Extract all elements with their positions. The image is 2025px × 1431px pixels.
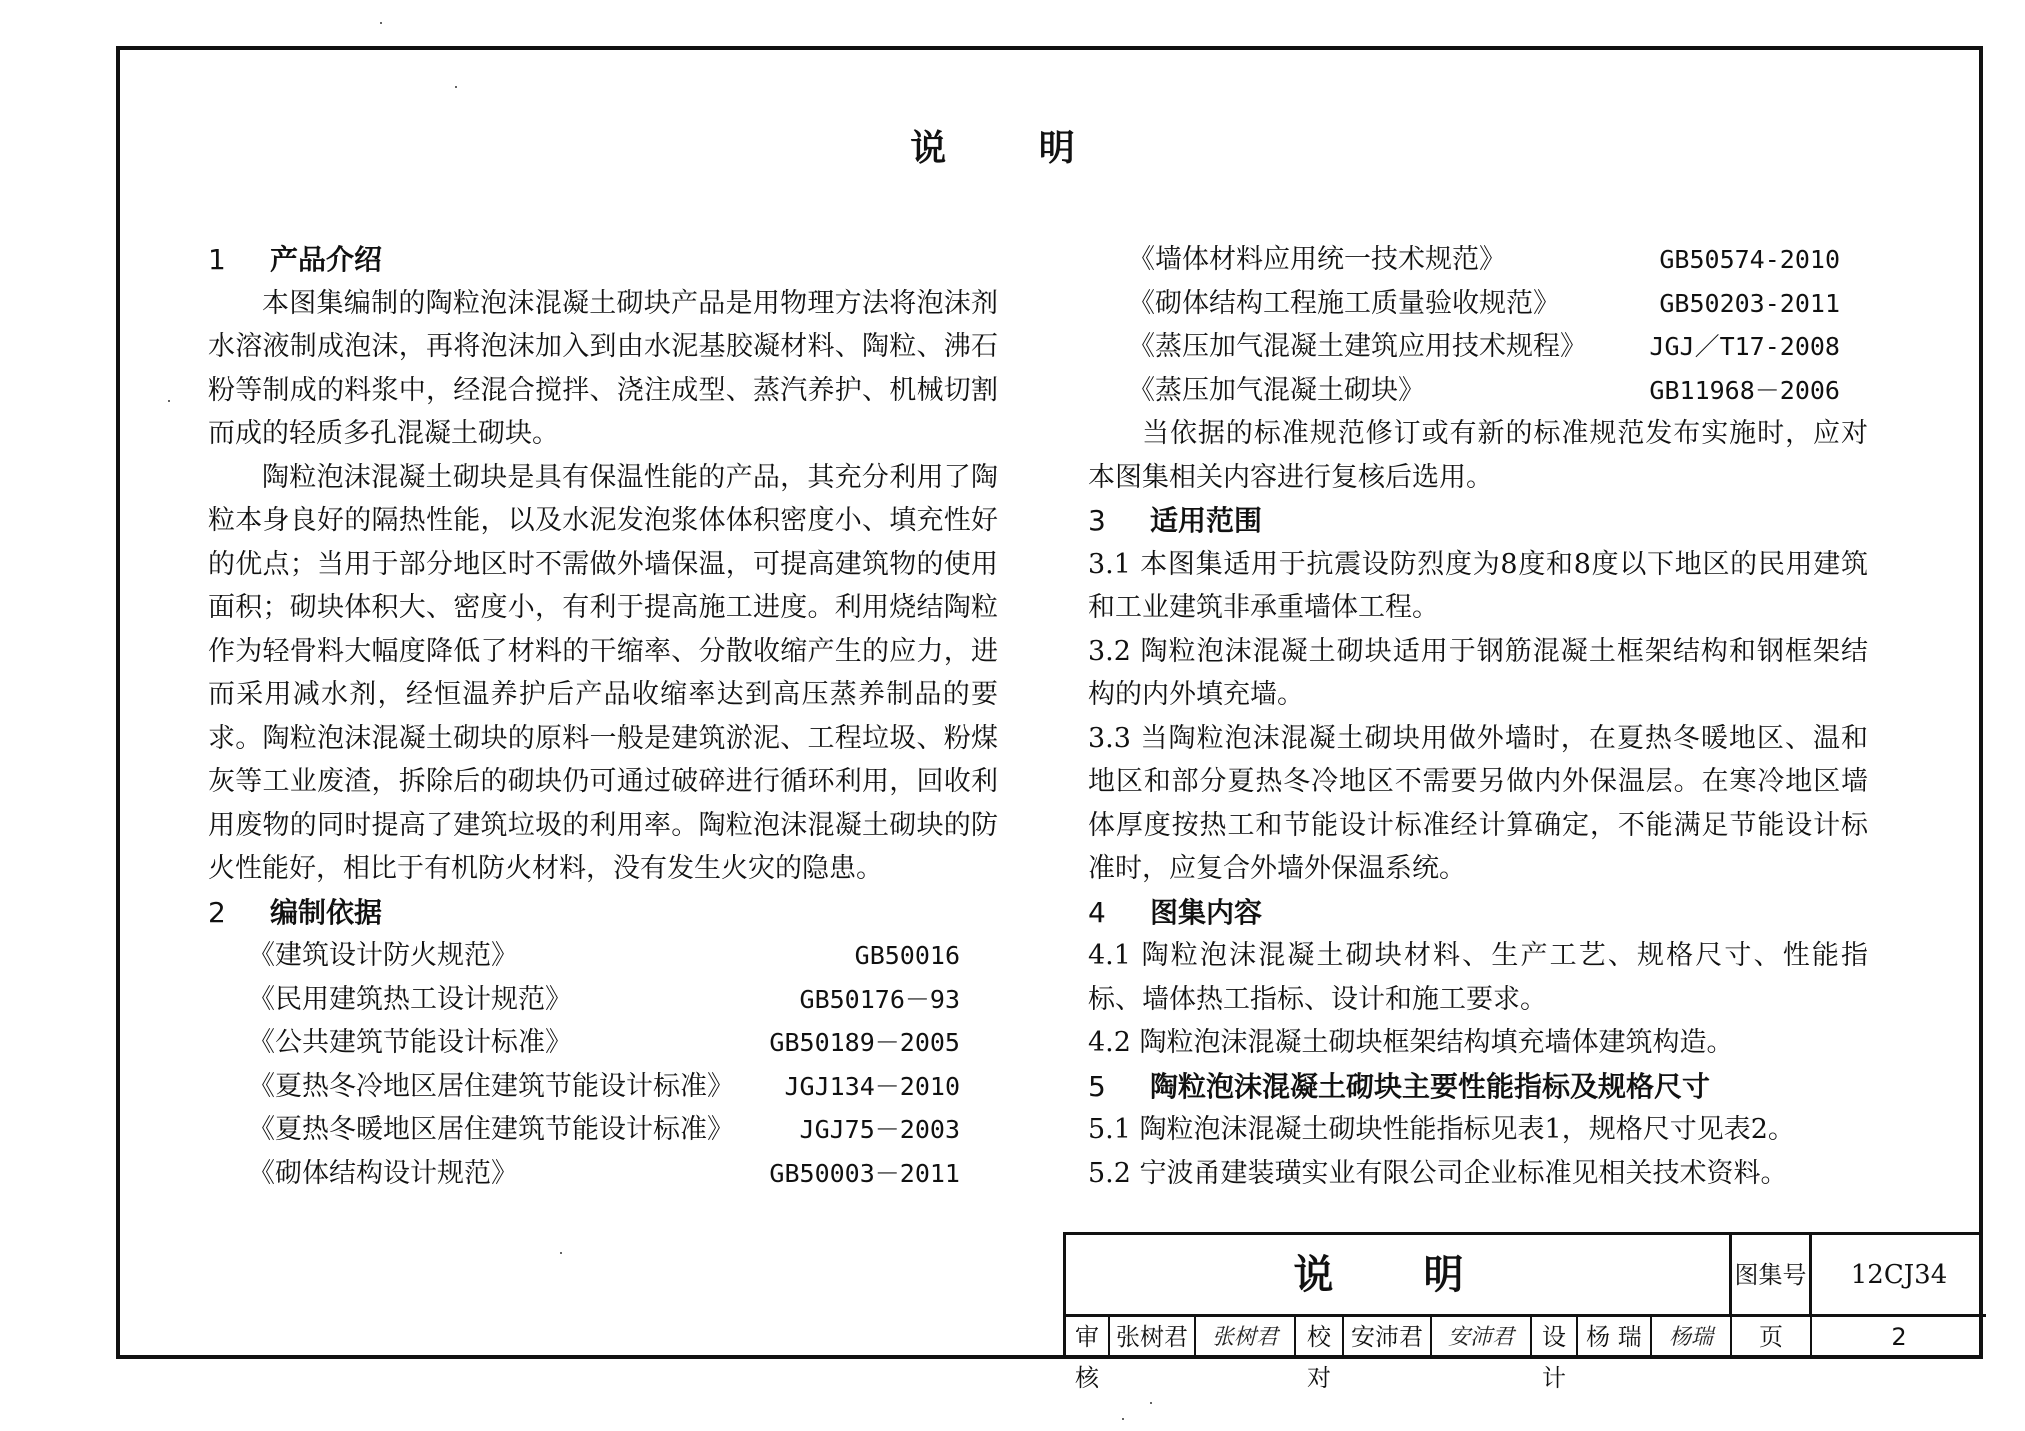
section-1-paragraph: 本图集编制的陶粒泡沫混凝土砌块产品是用物理方法将泡沫剂水溶液制成泡沫，再将泡沫加入到由水泥基胶凝材料、陶粒、沸石粉等制成的料浆中，经混合搅拌、浇注成型、蒸汽养护、机械切割而成的轻质多孔混凝土砌块。 xyxy=(208,287,998,449)
review-label: 审核 xyxy=(1066,1317,1110,1358)
reference-item xyxy=(1088,238,1840,282)
reference-name: 《民用建筑热工设计规范》 xyxy=(248,983,572,1015)
reference-name: 《墙体材料应用统一技术规范》 xyxy=(1128,244,1506,275)
title-block-title: 说 明 xyxy=(1066,1235,1732,1317)
checker-signature: 安沛君 xyxy=(1432,1317,1532,1358)
scan-speck xyxy=(168,400,170,402)
section-3-heading xyxy=(1088,499,1868,543)
reference-item xyxy=(208,1065,960,1109)
reference-name: 《公共建筑节能设计标准》 xyxy=(248,1027,572,1058)
section-title: 适用范围 xyxy=(1150,504,1263,537)
scan-speck xyxy=(380,22,382,24)
section-4-item: 4.1 陶粒泡沫混凝土砌块材料、生产工艺、规格尺寸、性能指标、墙体热工指标、设计和施工要求。 xyxy=(1088,940,1868,1015)
reference-code: JGJ／T17-2008 xyxy=(1649,332,1840,361)
checker-name: 安沛君 xyxy=(1344,1317,1432,1358)
reference-item xyxy=(208,1108,960,1152)
section-number: 2 xyxy=(208,895,226,929)
reviewer-name: 张树君 xyxy=(1110,1317,1196,1358)
page-title: 说 明 xyxy=(910,128,1115,169)
section-4-item: 4.2 陶粒泡沫混凝土砌块框架结构填充墙体建筑构造。 xyxy=(1088,1027,1734,1058)
section-5-heading xyxy=(1088,1065,1868,1109)
reference-name: 《建筑设计防火规范》 xyxy=(248,940,518,971)
section-number: 1 xyxy=(208,243,226,276)
scan-speck xyxy=(1122,1418,1124,1420)
reference-name: 《砌体结构设计规范》 xyxy=(248,1157,518,1189)
reference-name: 《蒸压加气混凝土建筑应用技术规程》 xyxy=(1128,331,1587,362)
section-5-item: 5.1 陶粒泡沫混凝土砌块性能指标见表1，规格尺寸见表2。 xyxy=(1088,1114,1795,1145)
section-3-item: 3.2 陶粒泡沫混凝土砌块适用于钢筋混凝土框架结构和钢框架结构的内外填充墙。 xyxy=(1088,635,1868,710)
reference-item xyxy=(208,934,960,978)
section-4-heading xyxy=(1088,891,1868,935)
reference-code: GB50003－2011 xyxy=(769,1158,960,1188)
section-title: 陶粒泡沫混凝土砌块主要性能指标及规格尺寸 xyxy=(1150,1069,1711,1103)
page-number: 2 xyxy=(1891,1323,1907,1351)
designer-signature: 杨瑞 xyxy=(1652,1317,1732,1358)
reference-code: GB50203-2011 xyxy=(1659,288,1840,318)
signature-row xyxy=(1066,1317,1986,1392)
reference-code: GB50176－93 xyxy=(799,984,960,1014)
scan-speck xyxy=(455,86,457,88)
reference-item xyxy=(208,1021,960,1065)
section-3-item: 3.1 本图集适用于抗震设防烈度为8度和8度以下地区的民用建筑和工业建筑非承重墙体工程。 xyxy=(1088,548,1868,623)
page-label: 页 xyxy=(1732,1317,1812,1358)
reference-name: 《夏热冬暖地区居住建筑节能设计标准》 xyxy=(248,1114,734,1145)
reference-item xyxy=(1088,369,1840,413)
section-3-item: 3.3 当陶粒泡沫混凝土砌块用做外墙时，在夏热冬暖地区、温和地区和部分夏热冬冷地区不需要另做内外保温层。在寒冷地区墙体厚度按热工和节能设计标准经计算确定，不能满足节能设计标准时，应复合外墙外保温系统。 xyxy=(1088,722,1868,884)
scan-speck xyxy=(1150,1402,1152,1404)
reference-name: 《砌体结构工程施工质量验收规范》 xyxy=(1128,287,1560,319)
reference-code: JGJ134－2010 xyxy=(784,1071,960,1101)
section-number: 4 xyxy=(1088,895,1106,929)
reference-item xyxy=(208,1152,960,1196)
section-title: 图集内容 xyxy=(1150,895,1263,929)
section-1-paragraph: 陶粒泡沫混凝土砌块是具有保温性能的产品，其充分利用了陶粒本身良好的隔热性能，以及水泥发泡浆体体积密度小、填充性好的优点；当用于部分地区时不需做外墙保温，可提高建筑物的使用面积；砌块体积大、密度小，有利于提高施工进度。利用烧结陶粒作为轻骨料大幅度降低了材料的干缩率、分散收缩产生的应力，进而采用减水剂，经恒温养护后产品收缩率达到高压蒸养制品的要求。陶粒泡沫混凝土砌块的原料一般是建筑淤泥、工程垃圾、粉煤灰等工业废渣，拆除后的砌块仍可通过破碎进行循环利用，回收利用废物的同时提高了建筑垃圾的利用率。陶粒泡沫混凝土砌块的防火性能好，相比于有机防火材料，没有发生火灾的隐患。 xyxy=(208,461,998,884)
reference-code: GB50189－2005 xyxy=(769,1028,960,1057)
section-title: 产品介绍 xyxy=(270,243,383,276)
reference-item xyxy=(1088,282,1840,326)
left-column xyxy=(208,238,998,1195)
reference-code: GB11968－2006 xyxy=(1649,375,1840,405)
section-5-item: 5.2 宁波甬建装璜实业有限公司企业标准见相关技术资料。 xyxy=(1088,1157,1788,1189)
section-1-heading xyxy=(208,238,998,282)
reference-item xyxy=(1088,325,1840,369)
section-number: 5 xyxy=(1088,1069,1106,1103)
design-label: 设计 xyxy=(1532,1317,1578,1358)
reference-code: GB50574-2010 xyxy=(1659,245,1840,274)
title-block xyxy=(1063,1232,1983,1392)
reference-code: JGJ75－2003 xyxy=(799,1115,960,1144)
reference-name: 《蒸压加气混凝土砌块》 xyxy=(1128,374,1425,406)
check-label: 校对 xyxy=(1296,1317,1344,1358)
scan-speck xyxy=(560,1252,562,1254)
reviewer-signature: 张树君 xyxy=(1196,1317,1296,1358)
section-number: 3 xyxy=(1088,504,1106,537)
reference-code: GB50016 xyxy=(854,941,960,970)
reference-item xyxy=(208,978,960,1022)
reference-name: 《夏热冬冷地区居住建筑节能设计标准》 xyxy=(248,1070,734,1102)
atlas-number-label: 图集号 xyxy=(1732,1235,1812,1317)
standards-note: 当依据的标准规范修订或有新的标准规范发布实施时，应对本图集相关内容进行复核后选用。 xyxy=(1088,418,1868,493)
right-column xyxy=(1088,238,1868,1195)
designer-name: 杨 瑞 xyxy=(1578,1317,1652,1358)
atlas-number: 12CJ34 xyxy=(1812,1235,1986,1317)
section-2-heading xyxy=(208,891,998,935)
section-title: 编制依据 xyxy=(270,895,383,929)
